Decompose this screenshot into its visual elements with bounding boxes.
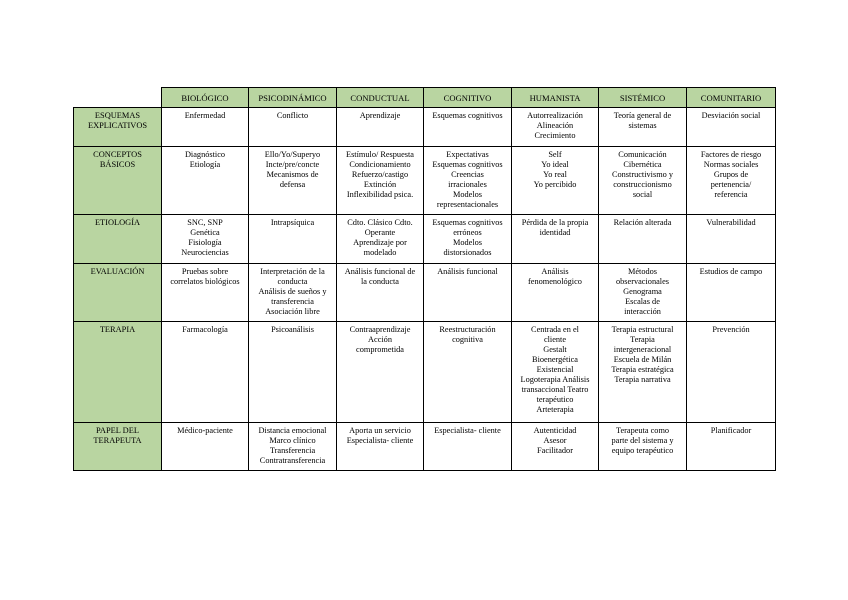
table-cell: Farmacología: [162, 322, 249, 423]
table-cell: Interpretación de la conducta Análisis de sueños y transferencia Asociación libre: [249, 264, 337, 322]
psychology-models-table: [73, 87, 776, 471]
table-cell: Estudios de campo: [687, 264, 776, 322]
table-cell: Centrada en el cliente Gestalt Bioenergética Existencial Logoterapia Análisis transaccional Teatro terapéutico Arteterapia: [512, 322, 599, 423]
table-cell: Terapia estructural Terapia intergeneracional Escuela de Milán Terapia estratégica Terapia narrativa: [599, 322, 687, 423]
row-header-etiologia: ETIOLOGÍA: [74, 215, 162, 264]
column-header-biologico: BIOLÓGICO: [162, 88, 249, 108]
table-cell: Psicoanálisis: [249, 322, 337, 423]
column-header-conductual: CONDUCTUAL: [337, 88, 424, 108]
table-cell: Ello/Yo/Superyo Incte/pre/concte Mecanismos de defensa: [249, 147, 337, 215]
table-cell: Comunicación Cibernética Constructivismo y construccionismo social: [599, 147, 687, 215]
table-cell: Aprendizaje: [337, 108, 424, 147]
table-cell: Factores de riesgo Normas sociales Grupos de pertenencia/ referencia: [687, 147, 776, 215]
table-cell: Estímulo/ Respuesta Condicionamiento Refuerzo/castigo Extinción Inflexibilidad psica.: [337, 147, 424, 215]
header-row: [74, 88, 776, 108]
table-row: [74, 215, 776, 264]
table-cell: Cdto. Clásico Cdto. Operante Aprendizaje por modelado: [337, 215, 424, 264]
table-cell: Vulnerabilidad: [687, 215, 776, 264]
table-cell: Intrapsíquica: [249, 215, 337, 264]
column-header-cognitivo: COGNITIVO: [424, 88, 512, 108]
table-cell: Diagnóstico Etiología: [162, 147, 249, 215]
table-row: [74, 108, 776, 147]
row-header-papel: PAPEL DEL TERAPEUTA: [74, 423, 162, 471]
table-cell: Esquemas cognitivos erróneos Modelos distorsionados: [424, 215, 512, 264]
table-cell: Reestructuración cognitiva: [424, 322, 512, 423]
table-cell: Esquemas cognitivos: [424, 108, 512, 147]
table-row: [74, 264, 776, 322]
table-cell: Análisis fenomenológico: [512, 264, 599, 322]
table-cell: Contraaprendizaje Acción comprometida: [337, 322, 424, 423]
table-cell: Autorrealización Alineación Crecimiento: [512, 108, 599, 147]
column-header-comunitario: COMUNITARIO: [687, 88, 776, 108]
table-cell: Especialista- cliente: [424, 423, 512, 471]
table-cell: SNC, SNP Genética Fisiología Neurociencias: [162, 215, 249, 264]
table-cell: Autenticidad Asesor Facilitador: [512, 423, 599, 471]
table-row: [74, 147, 776, 215]
table-cell: Terapeuta como parte del sistema y equipo terapéutico: [599, 423, 687, 471]
row-header-conceptos: CONCEPTOS BÁSICOS: [74, 147, 162, 215]
column-header-sistemico: SISTÉMICO: [599, 88, 687, 108]
corner-cell: [74, 88, 162, 108]
table-cell: Pruebas sobre correlatos biológicos: [162, 264, 249, 322]
table-cell: Aporta un servicio Especialista- cliente: [337, 423, 424, 471]
table-cell: Métodos observacionales Genograma Escalas de interacción: [599, 264, 687, 322]
table-cell: Relación alterada: [599, 215, 687, 264]
table-row: [74, 322, 776, 423]
table-cell: Análisis funcional: [424, 264, 512, 322]
row-header-terapia: TERAPIA: [74, 322, 162, 423]
row-header-esquemas: ESQUEMAS EXPLICATIVOS: [74, 108, 162, 147]
table-cell: Conflicto: [249, 108, 337, 147]
table-cell: Análisis funcional de la conducta: [337, 264, 424, 322]
row-header-evaluacion: EVALUACIÓN: [74, 264, 162, 322]
table-cell: Distancia emocional Marco clínico Transferencia Contratransferencia: [249, 423, 337, 471]
table-cell: Expectativas Esquemas cognitivos Creencias irracionales Modelos representacionales: [424, 147, 512, 215]
table-cell: Teoría general de sistemas: [599, 108, 687, 147]
table-cell: Self Yo ideal Yo real Yo percibido: [512, 147, 599, 215]
table-cell: Médico-paciente: [162, 423, 249, 471]
column-header-humanista: HUMANISTA: [512, 88, 599, 108]
table-cell: Enfermedad: [162, 108, 249, 147]
column-header-psicodinamico: PSICODINÁMICO: [249, 88, 337, 108]
table-row: [74, 423, 776, 471]
table-cell: Desviación social: [687, 108, 776, 147]
table-cell: Planificador: [687, 423, 776, 471]
table-cell: Prevención: [687, 322, 776, 423]
table-cell: Pérdida de la propia identidad: [512, 215, 599, 264]
